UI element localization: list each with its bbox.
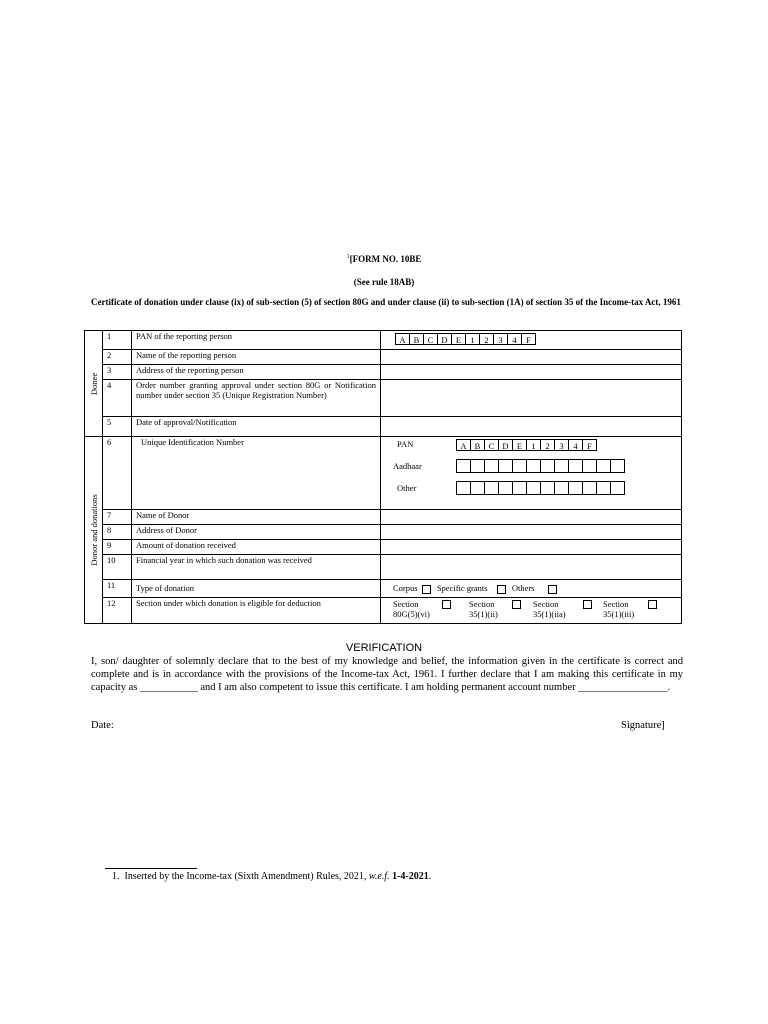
certificate-heading: Certificate of donation under clause (ix) of sub-section (5) of section 80G and under clause (ii) to sub-section (1A) of section 35 of the Income-tax Act, 1961 (91, 297, 681, 307)
donor-pan-input[interactable] (456, 439, 597, 451)
donor-address-field[interactable] (381, 525, 682, 540)
char-box[interactable] (470, 481, 485, 495)
char-box[interactable] (596, 459, 611, 473)
row-number: 5 (103, 417, 132, 437)
signature-label: Signature] (621, 720, 665, 731)
section-35-iii-option: Section 35(1)(iii) (603, 599, 665, 619)
char-box[interactable] (582, 481, 597, 495)
group-donee: Donee (85, 331, 103, 437)
group-donor: Donor and donations (85, 437, 103, 624)
row-number: 2 (103, 350, 132, 365)
footnote: 1. Inserted by the Income-tax (Sixth Amendment) Rules, 2021, w.e.f. 1-4-2021. (112, 871, 432, 882)
row-label: Financial year in which such donation was received (132, 555, 381, 580)
corpus-label: Corpus (393, 583, 418, 593)
approval-date-field[interactable] (381, 417, 682, 437)
row-number: 3 (103, 365, 132, 380)
rule-reference: (See rule 18AB) (353, 277, 415, 287)
char-box[interactable] (554, 459, 569, 473)
char-box[interactable]: A (456, 439, 471, 451)
char-box[interactable]: B (470, 439, 485, 451)
char-box[interactable] (484, 459, 499, 473)
char-box[interactable]: C (484, 439, 499, 451)
aadhaar-input[interactable] (456, 459, 625, 473)
row-label: Unique Identification Number (132, 437, 381, 510)
char-box[interactable]: F (521, 333, 536, 345)
char-box[interactable] (470, 459, 485, 473)
other-label: Other (397, 483, 417, 493)
char-box[interactable]: 4 (507, 333, 522, 345)
section-field (381, 598, 682, 624)
row-label: Section under which donation is eligible for deduction (132, 598, 381, 624)
row-label: Type of donation (132, 580, 381, 598)
section-80g-checkbox[interactable] (442, 600, 451, 609)
char-box[interactable]: 1 (526, 439, 541, 451)
char-box[interactable]: F (582, 439, 597, 451)
date-label: Date: (91, 720, 114, 731)
char-box[interactable] (498, 459, 513, 473)
char-box[interactable] (554, 481, 569, 495)
row-number: 6 (103, 437, 132, 510)
char-box[interactable] (568, 481, 583, 495)
row-number: 12 (103, 598, 132, 624)
char-box[interactable] (512, 459, 527, 473)
row-label: Name of the reporting person (132, 350, 381, 365)
specific-grants-label: Specific grants (436, 583, 488, 593)
donation-type-field (381, 580, 682, 598)
pan-reporting-field[interactable] (381, 331, 682, 350)
char-box[interactable] (484, 481, 499, 495)
financial-year-field[interactable] (381, 555, 682, 580)
corpus-checkbox[interactable] (422, 585, 431, 594)
row-label: Name of Donor (132, 510, 381, 525)
verification-title: VERIFICATION (345, 642, 423, 654)
pan-label: PAN (397, 439, 414, 449)
others-checkbox[interactable] (548, 585, 557, 594)
section-80g-option: Section 80G(5)(vi) (393, 599, 469, 619)
char-box[interactable] (540, 459, 555, 473)
section-35-ii-checkbox[interactable] (512, 600, 521, 609)
char-box[interactable] (512, 481, 527, 495)
char-box[interactable] (526, 481, 541, 495)
registration-number-field[interactable] (381, 380, 682, 417)
char-box[interactable] (582, 459, 597, 473)
char-box[interactable]: 3 (554, 439, 569, 451)
char-box[interactable]: 4 (568, 439, 583, 451)
char-box[interactable]: E (512, 439, 527, 451)
row-label: Date of approval/Notification (132, 417, 381, 437)
row-number: 4 (103, 380, 132, 417)
char-box[interactable] (568, 459, 583, 473)
other-id-input[interactable] (456, 481, 625, 495)
uid-field (381, 437, 682, 510)
char-box[interactable]: A (395, 333, 410, 345)
aadhaar-label: Aadhaar (393, 461, 422, 471)
others-label: Others (511, 583, 535, 593)
row-label: Amount of donation received (132, 540, 381, 555)
char-box[interactable]: 2 (540, 439, 555, 451)
row-label: Address of the reporting person (132, 365, 381, 380)
char-box[interactable]: E (451, 333, 466, 345)
section-35-ii-option: Section 35(1)(ii) (469, 599, 533, 619)
form-table (84, 330, 682, 624)
row-number: 9 (103, 540, 132, 555)
form-title: $^1$[FORM NO. 10BE (346, 254, 422, 264)
char-box[interactable] (610, 481, 625, 495)
donor-name-field[interactable] (381, 510, 682, 525)
verification-body: I, son/ daughter of solemnly declare that to the best of my knowledge and belief, the information given in the certificate is correct and complete and is in accordance with the provisions of the Income-tax Act, 1961. I further declare that I am making this certificate in my capacity as ___________ and I am also competent to issue this certificate. I am holding permanent account number _________________. (91, 656, 683, 693)
char-box[interactable] (456, 459, 471, 473)
char-box[interactable]: C (423, 333, 438, 345)
reporting-address-field[interactable] (381, 365, 682, 380)
section-35-iia-option: Section 35(1)(iia) (533, 599, 603, 619)
char-box[interactable]: 2 (479, 333, 494, 345)
char-box[interactable] (596, 481, 611, 495)
donation-amount-field[interactable] (381, 540, 682, 555)
reporting-name-field[interactable] (381, 350, 682, 365)
char-box[interactable]: D (498, 439, 513, 451)
row-number: 8 (103, 525, 132, 540)
row-number: 1 (103, 331, 132, 350)
row-label: PAN of the reporting person (132, 331, 381, 350)
char-box[interactable] (526, 459, 541, 473)
char-box[interactable] (610, 459, 625, 473)
char-box[interactable]: 1 (465, 333, 480, 345)
specific-grants-checkbox[interactable] (497, 585, 506, 594)
char-box[interactable] (456, 481, 471, 495)
char-box[interactable]: 3 (493, 333, 508, 345)
row-number: 10 (103, 555, 132, 580)
row-number: 7 (103, 510, 132, 525)
char-box[interactable]: D (437, 333, 452, 345)
char-box[interactable] (540, 481, 555, 495)
char-box[interactable] (498, 481, 513, 495)
section-35-iii-checkbox[interactable] (648, 600, 657, 609)
row-label: Order number granting approval under section 80G or Notification number under section 35 (Unique Registration Number) (132, 380, 381, 417)
section-35-iia-checkbox[interactable] (583, 600, 592, 609)
char-box[interactable]: B (409, 333, 424, 345)
row-number: 11 (103, 580, 132, 598)
footnote-divider (105, 868, 197, 869)
row-label: Address of Donor (132, 525, 381, 540)
